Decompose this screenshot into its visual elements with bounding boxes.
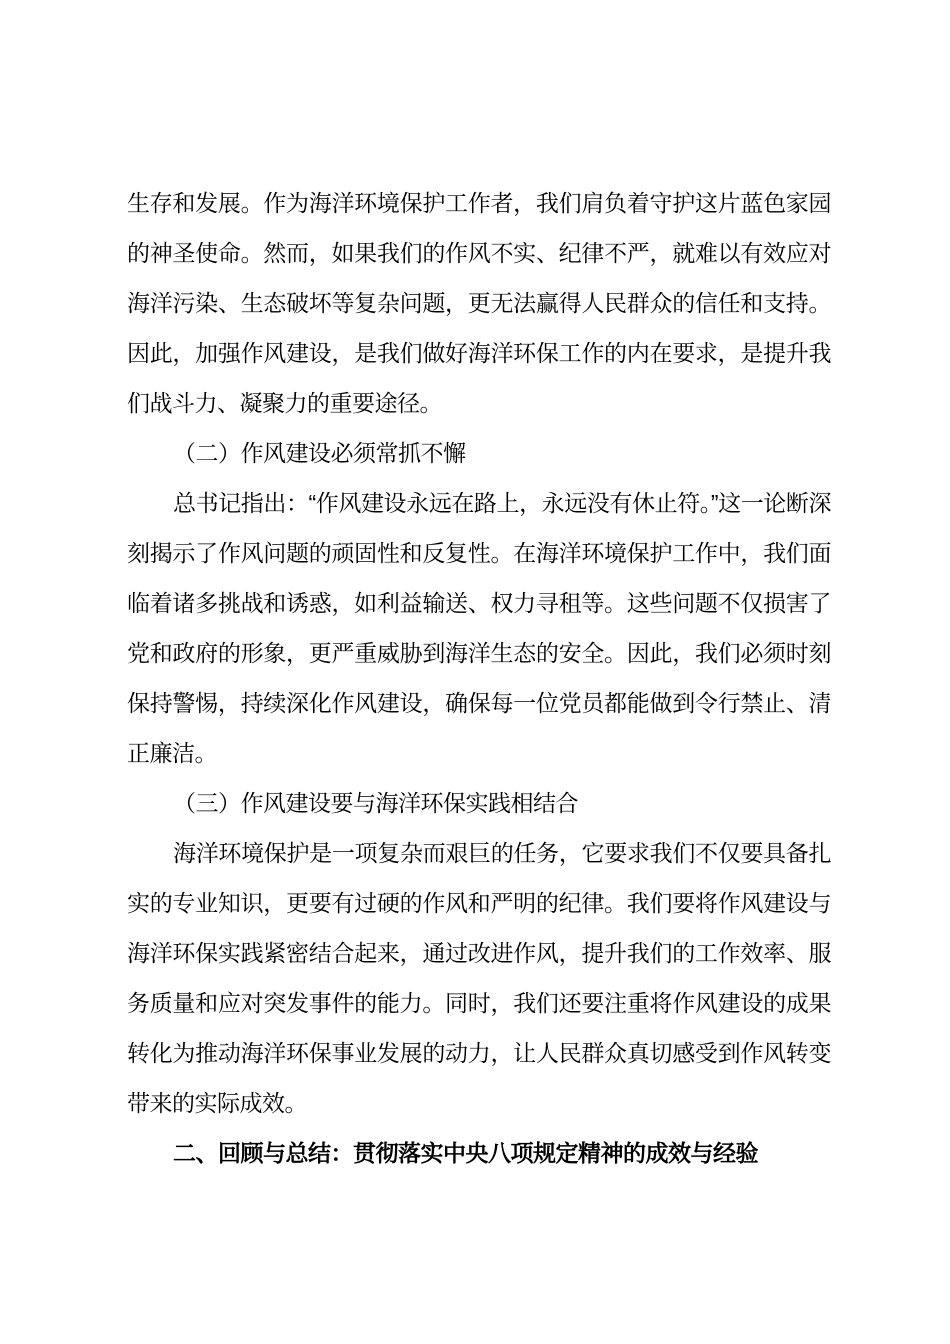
sub-heading-3: （三）作风建设要与海洋环保实践相结合 bbox=[173, 790, 578, 816]
sub-heading-2: （二）作风建设必须常抓不懈 bbox=[173, 440, 466, 466]
document-text-area bbox=[127, 178, 831, 1178]
paragraph-practice-integration: 海洋环境保护是一项复杂而艰巨的任务，它要求我们不仅要具备扎实的专业知识，更要有过硬的作风和严明的纪律。我们要将作风建设与海洋环保实践紧密结合起来，通过改进作风，提升我们的工作效率、服务质量和应对突发事件的能力。同时，我们还要注重将作风建设的成果转化为推动海洋环保事业发展的动力，让人民群众真切感受到作风转变带来的实际成效。 bbox=[127, 840, 831, 1116]
paragraph-continuation: 生存和发展。作为海洋环境保护工作者，我们肩负着守护这片蓝色家园的神圣使命。然而，如果我们的作风不实、纪律不严，就难以有效应对海洋污染、生态破坏等复杂问题，更无法赢得人民群众的信任和支持。因此，加强作风建设，是我们做好海洋环保工作的内在要求，是提升我们战斗力、凝聚力的重要途径。 bbox=[127, 190, 831, 416]
section-heading-review-summary: 二、回顾与总结：贯彻落实中央八项规定精神的成效与经验 bbox=[173, 1140, 758, 1166]
paragraph-work-style-persistence: 总书记指出：“作风建设永远在路上，永远没有休止符。”这一论断深刻揭示了作风问题的顽固性和反复性。在海洋环境保护工作中，我们面临着诸多挑战和诱惑，如利益输送、权力寻租等。这些问题不仅损害了党和政府的形象，更严重威胁到海洋生态的安全。因此，我们必须时刻保持警惕，持续深化作风建设，确保每一位党员都能做到令行禁止、清正廉洁。 bbox=[127, 490, 831, 766]
